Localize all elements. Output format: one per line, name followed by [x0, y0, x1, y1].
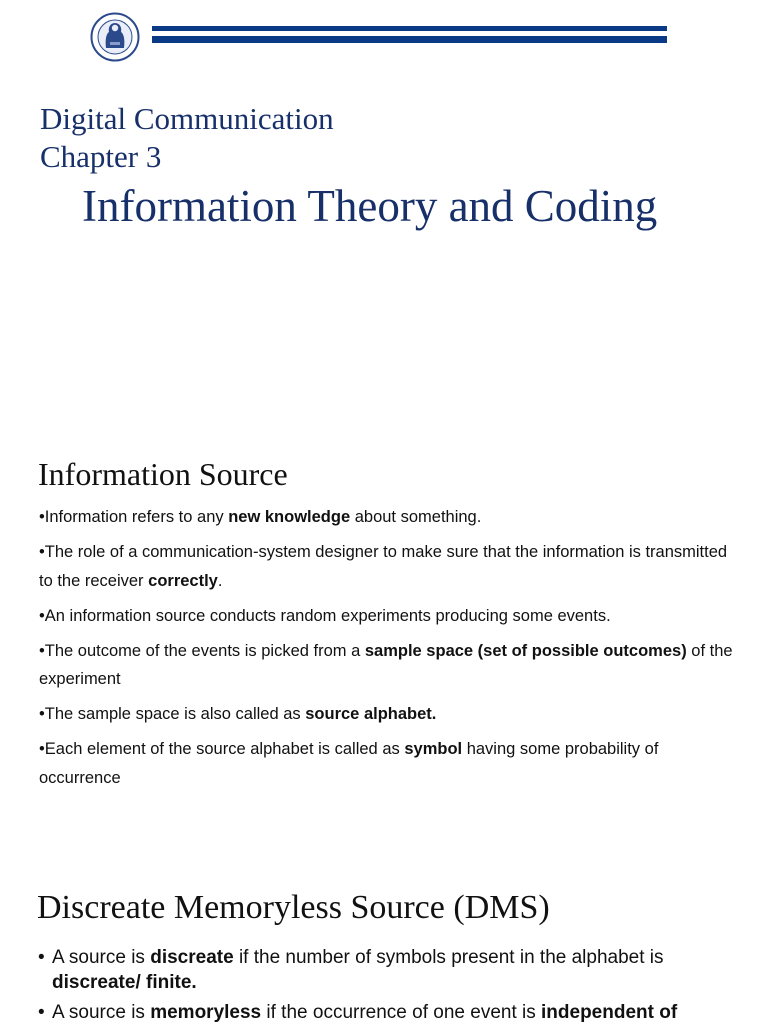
- list-item: • A source is memoryless if the occurrence of one event is independent of: [38, 1002, 678, 1023]
- section-heading-information-source: Information Source: [38, 456, 288, 492]
- chapter-label: Chapter 3: [40, 139, 162, 174]
- list-item: •An information source conducts random experiments producing some events.: [39, 606, 611, 625]
- list-item: •The sample space is also called as source alphabet.: [39, 705, 437, 723]
- list-item: • A source is discreate if the number of symbols present in the alphabet is discreate/ finite.: [38, 947, 664, 993]
- university-logo: [90, 12, 140, 62]
- list-item: •The outcome of the events is picked from a sample space (set of possible outcomes) of the experiment: [39, 641, 733, 688]
- header-rule-thin: [152, 26, 667, 31]
- information-source-list: [39, 503, 739, 799]
- subject-title: Digital Communication: [40, 101, 334, 136]
- dms-list: [38, 945, 728, 1030]
- page-title: Information Theory and Coding: [82, 181, 658, 231]
- list-item: •Information refers to any new knowledge about something.: [39, 508, 482, 526]
- header-rule-thick: [152, 36, 667, 43]
- section-heading-dms: Discreate Memoryless Source (DMS): [37, 889, 550, 926]
- list-item: •Each element of the source alphabet is called as symbol having some probability of occurrence: [39, 740, 659, 787]
- list-item: •The role of a communication-system designer to make sure that the information is transmitted to the receiver correctly.: [39, 543, 728, 590]
